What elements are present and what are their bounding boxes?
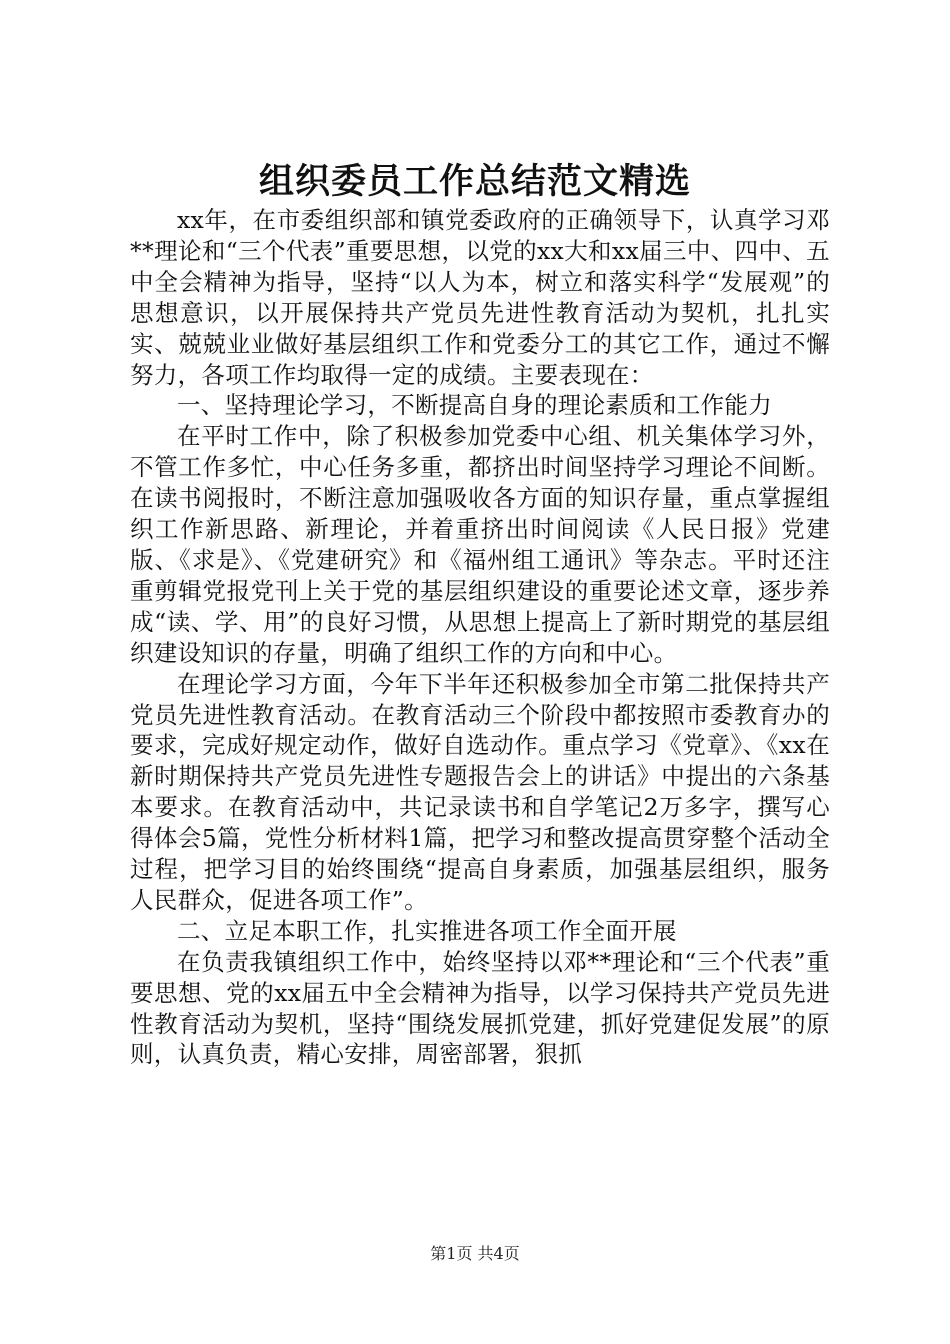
section-heading-1: 一、坚持理论学习，不断提高自身的理论素质和工作能力 <box>177 391 772 420</box>
paragraph-study-campaign: 在理论学习方面，今年下半年还积极参加全市第二批保持共产党员先进性教育活动。在教育活动三个阶段中都按照市委教育办的要求，完成好规定动作，做好自选动作。重点学习《党章》、《xx在新时期保持共产党员先进性专题报告会上的讲话》中提出的六条基本要求。在教育活动中，共记录读书和自学笔记2万多字，撰写心得体会5篇，党性分析材料1篇，把学习和整改提高贯穿整个活动全过程，把学习目的始终围绕“提高自身素质，加强基层组织，服务人民群众，促进各项工作”。 <box>130 669 830 914</box>
paragraph-study-daily: 在平时工作中，除了积极参加党委中心组、机关集体学习外，不管工作多忙，中心任务多重，都挤出时间坚持学习理论不间断。在读书阅报时，不断注意加强吸收各方面的知识存量，重点掌握组织工作新思路、新理论，并着重挤出时间阅读《人民日报》党建版、《求是》、《党建研究》和《福州组工通讯》等杂志。平时还注重剪辑党报党刊上关于党的基层组织建设的重要论述文章，逐步养成“读、学、用”的良好习惯，从思想上提高上了新时期党的基层组织建设知识的存量，明确了组织工作的方向和中心。 <box>130 422 830 667</box>
paragraph-organization-work: 在负责我镇组织工作中，始终坚持以邓**理论和“三个代表”重要思想、党的xx届五中全会精神为指导，以学习保持共产党员先进性教育活动为契机，坚持“围绕发展抓党建，抓好党建促发展”的原则，认真负责，精心安排，周密部署，狠抓 <box>130 947 830 1069</box>
page-number-footer: 第1页 共4页 <box>430 1244 520 1263</box>
document-body <box>130 205 830 1070</box>
document-title: 组织委员工作总结范文精选 <box>258 161 691 202</box>
section-heading-2: 二、立足本职工作，扎实推进各项工作全面开展 <box>177 916 677 945</box>
paragraph-intro: xx年，在市委组织部和镇党委政府的正确领导下，认真学习邓**理论和“三个代表”重要思想，以党的xx大和xx届三中、四中、五中全会精神为指导，坚持“以人为本，树立和落实科学“发展观”的思想意识，以开展保持共产党员先进性教育活动为契机，扎扎实实、兢兢业业做好基层组织工作和党委分工的其它工作，通过不懈努力，各项工作均取得一定的成绩。主要表现在： <box>130 206 830 389</box>
